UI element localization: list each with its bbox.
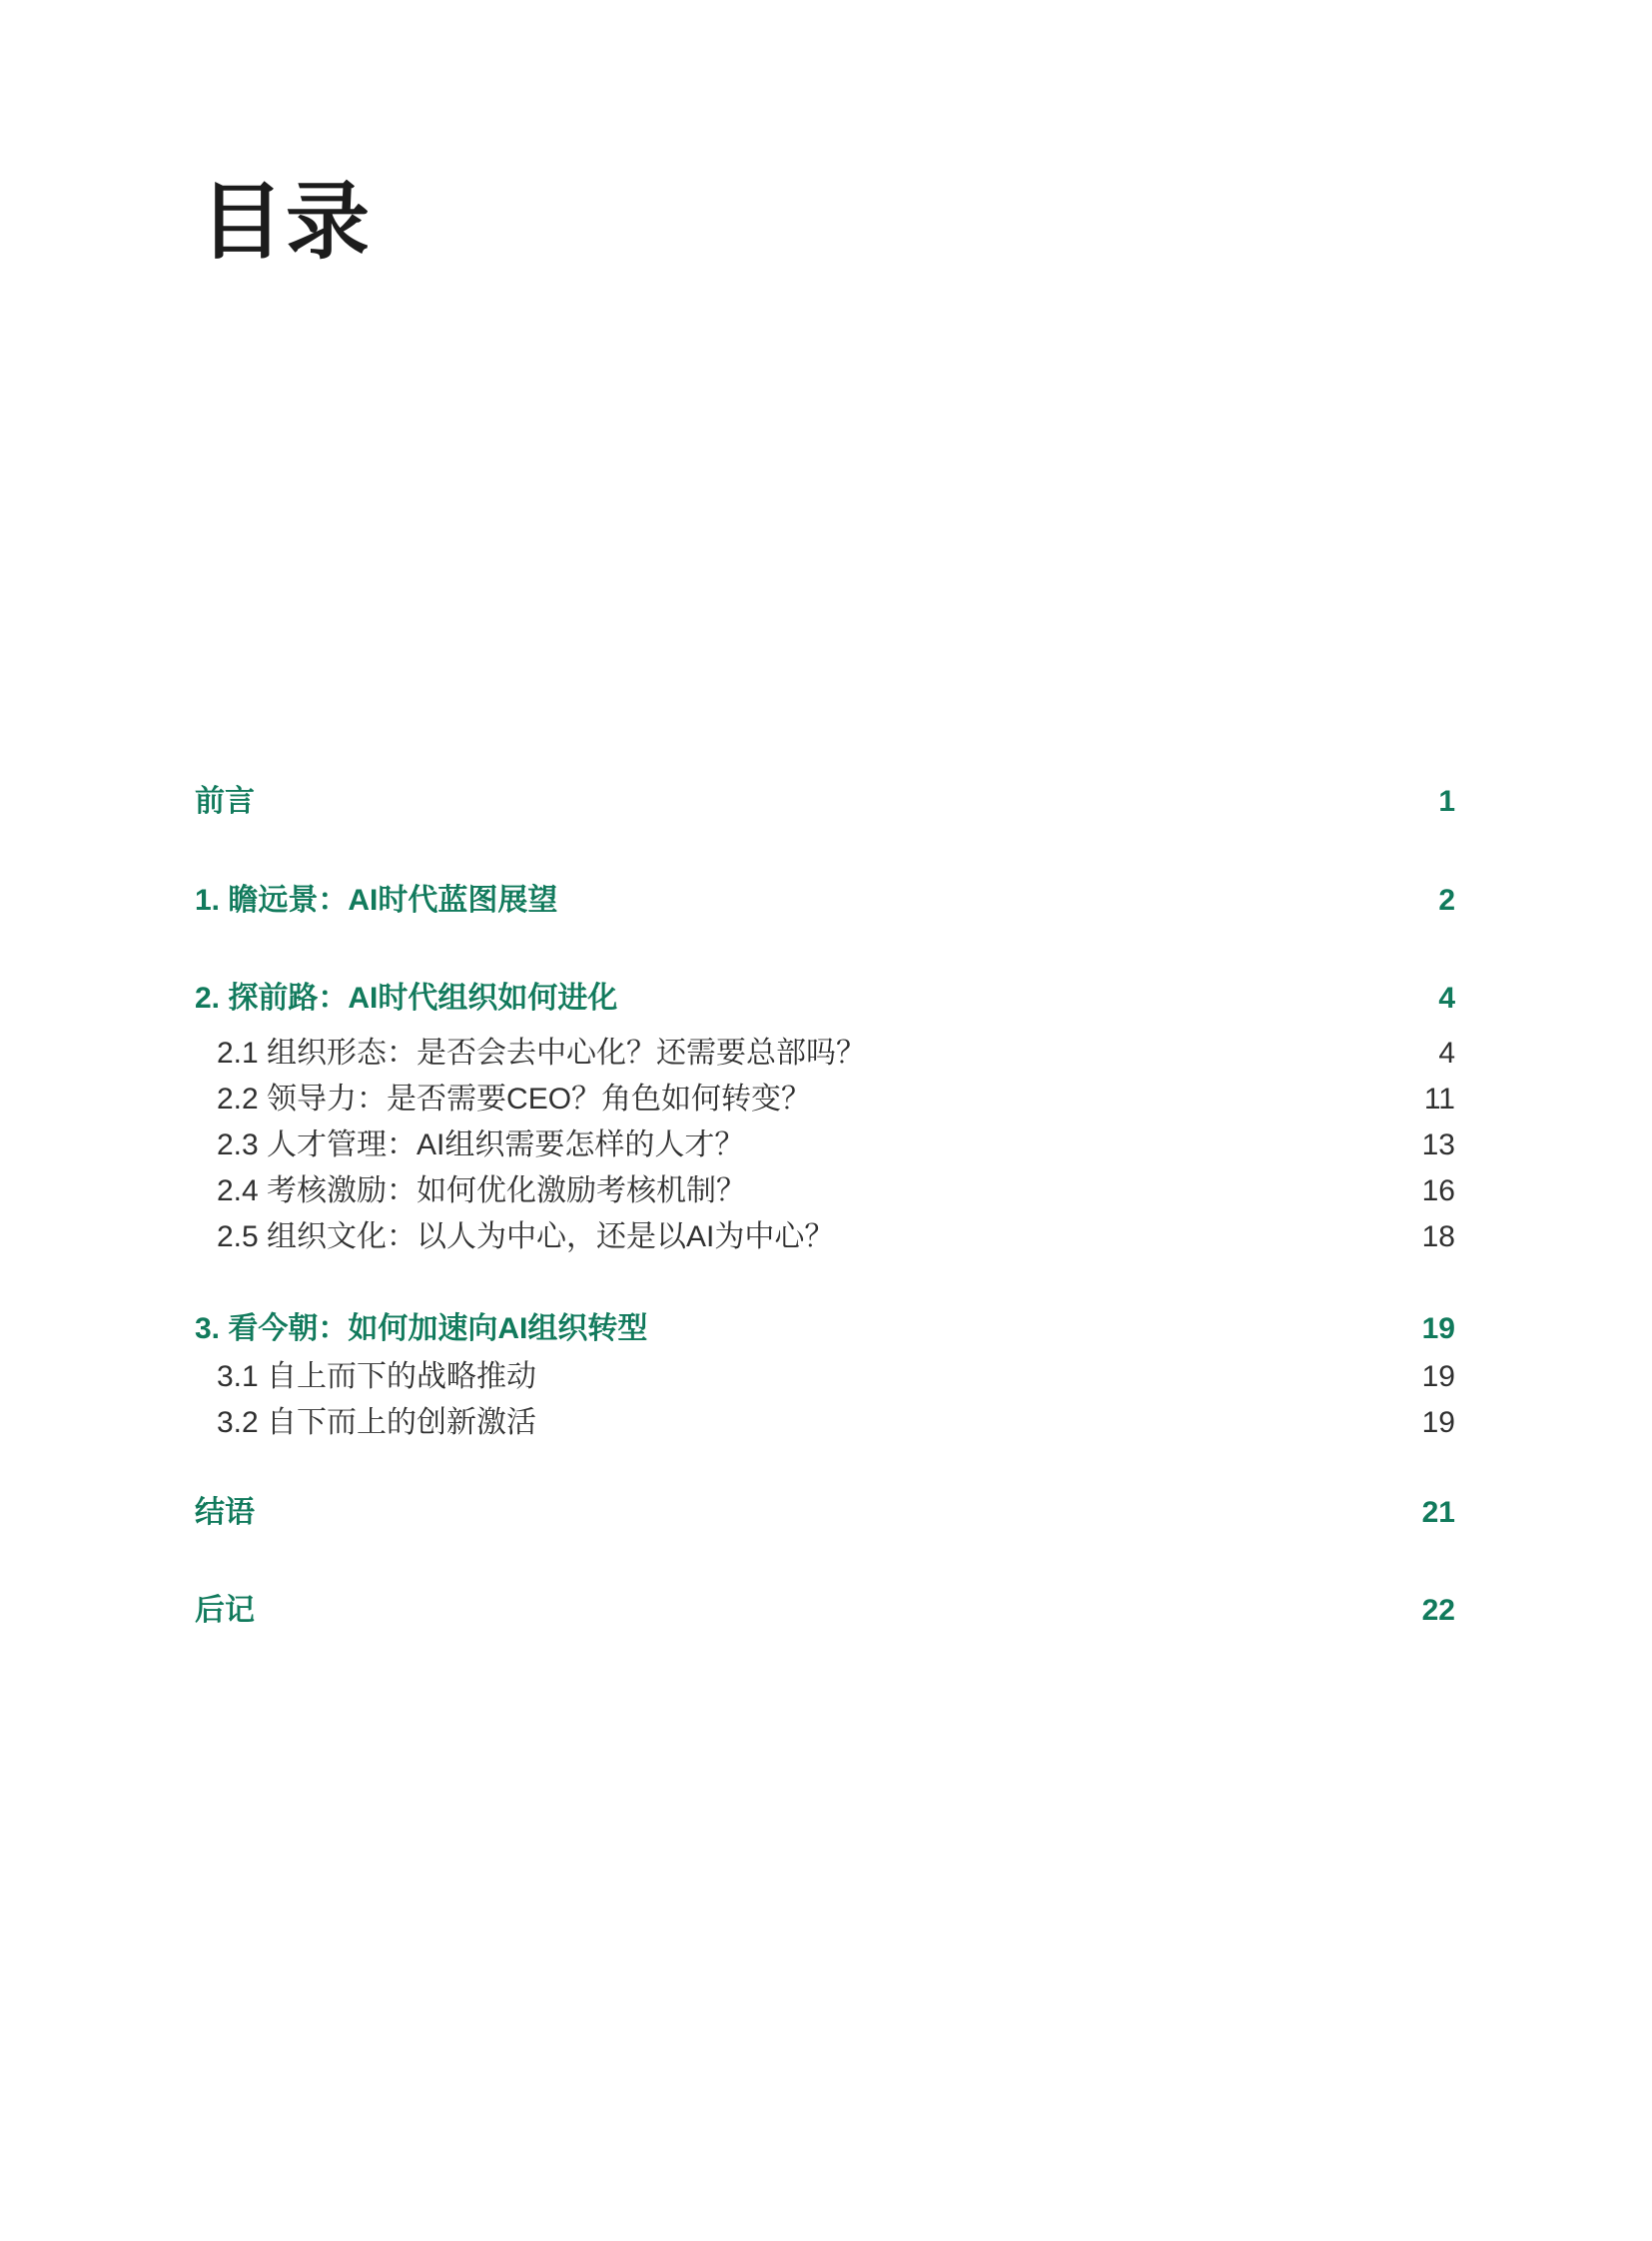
toc-entry-page-number: 11 xyxy=(1423,1083,1455,1116)
toc-entry-page-number: 18 xyxy=(1421,1220,1455,1253)
toc-entry-label: 1. 瞻远景：AI时代蓝图展望 xyxy=(195,884,558,917)
toc-entry-postscript[interactable] xyxy=(195,1594,1455,1628)
toc-entry-2-2[interactable] xyxy=(195,1083,1455,1117)
toc-entry-1[interactable] xyxy=(195,884,1455,918)
table-of-contents xyxy=(195,785,1455,1628)
toc-entry-page-number: 4 xyxy=(1438,982,1455,1015)
toc-entry-2-1[interactable] xyxy=(195,1037,1455,1071)
toc-entry-page-number: 22 xyxy=(1421,1594,1455,1627)
toc-entry-label: 2.5 组织文化：以人为中心，还是以AI为中心？ xyxy=(217,1220,835,1253)
toc-entry-label: 3. 看今朝：如何加速向AI组织转型 xyxy=(195,1312,648,1345)
toc-entry-label: 2.1 组织形态：是否会去中心化？还需要总部吗？ xyxy=(217,1037,867,1070)
toc-entry-label: 结语 xyxy=(195,1496,255,1529)
toc-entry-foreword[interactable] xyxy=(195,785,1455,819)
toc-entry-page-number: 19 xyxy=(1421,1312,1455,1345)
toc-entry-page-number: 16 xyxy=(1421,1174,1455,1207)
toc-entry-label: 2.4 考核激励：如何优化激励考核机制？ xyxy=(217,1174,747,1207)
toc-entry-2[interactable] xyxy=(195,982,1455,1016)
toc-entry-3-2[interactable] xyxy=(195,1406,1455,1440)
toc-entry-page-number: 1 xyxy=(1438,785,1455,818)
toc-entry-2-3[interactable] xyxy=(195,1128,1455,1162)
toc-entry-2-5[interactable] xyxy=(195,1220,1455,1254)
toc-entry-page-number: 19 xyxy=(1421,1360,1455,1393)
toc-entry-label: 3.1 自上而下的战略推动 xyxy=(217,1360,537,1393)
toc-entry-page-number: 2 xyxy=(1438,884,1455,917)
toc-entry-3[interactable] xyxy=(195,1312,1455,1346)
toc-entry-page-number: 4 xyxy=(1438,1037,1455,1070)
toc-entry-label: 后记 xyxy=(195,1594,255,1627)
toc-entry-page-number: 21 xyxy=(1421,1496,1455,1529)
toc-entry-page-number: 19 xyxy=(1421,1406,1455,1439)
toc-entry-3-1[interactable] xyxy=(195,1360,1455,1394)
toc-entry-conclusion[interactable] xyxy=(195,1496,1455,1530)
toc-entry-page-number: 13 xyxy=(1421,1128,1455,1161)
toc-entry-label: 2.2 领导力：是否需要CEO？角色如何转变？ xyxy=(217,1083,812,1116)
toc-entry-label: 2.3 人才管理：AI组织需要怎样的人才？ xyxy=(217,1128,745,1161)
toc-entry-label: 3.2 自下而上的创新激活 xyxy=(217,1406,537,1439)
toc-entry-label: 2. 探前路：AI时代组织如何进化 xyxy=(195,982,618,1015)
page-title: 目录 xyxy=(200,177,373,270)
toc-entry-2-4[interactable] xyxy=(195,1174,1455,1208)
toc-entry-label: 前言 xyxy=(195,785,255,818)
